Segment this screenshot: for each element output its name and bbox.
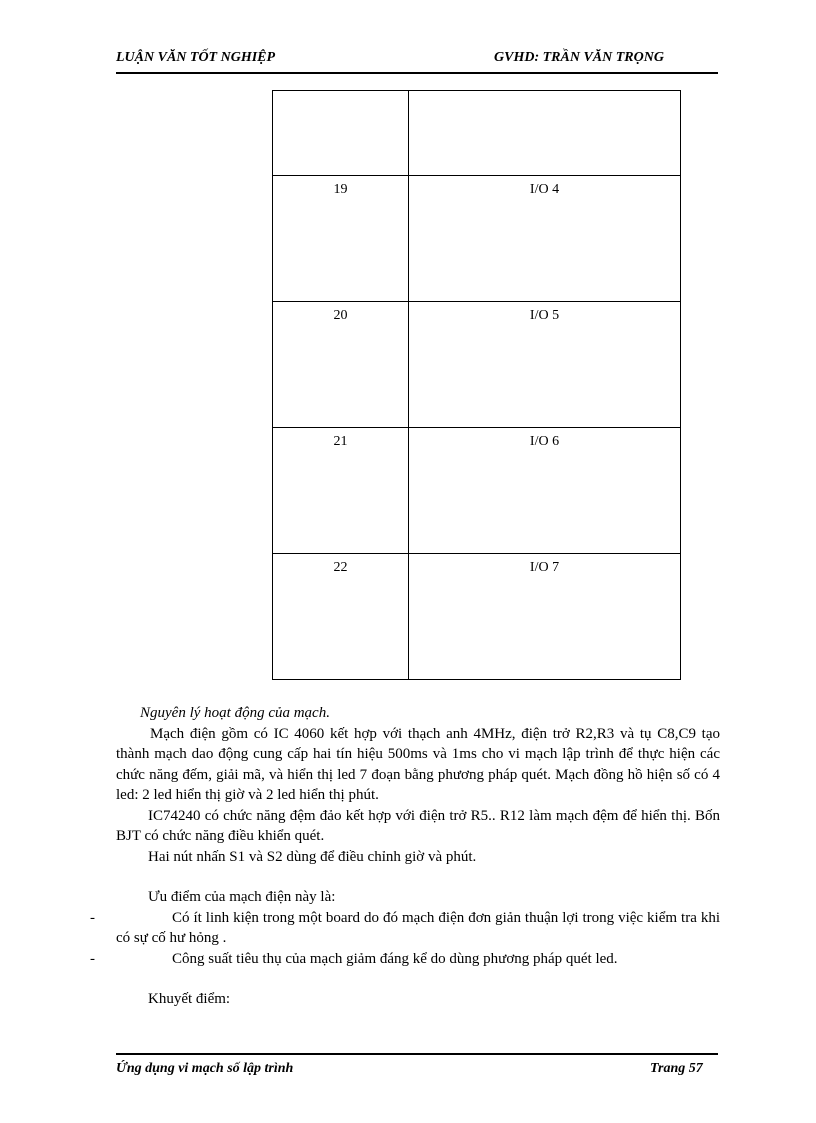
pin-name-cell: I/O 5 xyxy=(409,302,681,428)
pin-number-cell: 19 xyxy=(273,176,409,302)
bullet-dash: - xyxy=(90,909,95,926)
pin-number-cell: 21 xyxy=(273,428,409,554)
table-row xyxy=(273,428,681,554)
pin-number-cell: 22 xyxy=(273,554,409,680)
header-advisor: GVHD: TRẦN VĂN TRỌNG xyxy=(494,50,664,65)
advantages-title: Ưu điểm của mạch điện này là: xyxy=(148,889,336,905)
pin-table xyxy=(272,90,681,680)
table-row xyxy=(273,91,681,176)
section-title: Nguyên lý hoạt động của mạch. xyxy=(140,705,330,721)
footer-subject: Ứng dụng vi mạch số lập trình xyxy=(116,1061,294,1076)
paragraph-buttons-description: Hai nút nhấn S1 và S2 dùng để điều chỉnh giờ và phút. xyxy=(148,848,477,865)
pin-name-cell xyxy=(409,91,681,176)
pin-name-cell: I/O 6 xyxy=(409,428,681,554)
bullet-dash: - xyxy=(90,950,95,967)
header-thesis-title: LUẬN VĂN TỐT NGHIỆP xyxy=(116,50,276,65)
page-number: Trang 57 xyxy=(650,1061,703,1076)
pin-name-cell: I/O 7 xyxy=(409,554,681,680)
table-row xyxy=(273,554,681,680)
table-row xyxy=(273,302,681,428)
page-footer xyxy=(116,1053,718,1076)
body-text xyxy=(90,703,720,1010)
paragraph-buffer-description: IC74240 có chức năng đệm đảo kết hợp với điện trở R5.. R12 làm mạch đệm để hiển thị. Bốn BJT có chức năng điều khiển quét. xyxy=(116,807,720,844)
pin-name-cell: I/O 4 xyxy=(409,176,681,302)
bullet-text: Có ít linh kiện trong một board do đó mạch điện đơn giản thuận lợi trong việc kiểm tra khi có sự cố hư hỏng . xyxy=(116,909,720,946)
disadvantages-title: Khuyết điểm: xyxy=(148,991,231,1007)
list-item xyxy=(90,949,720,970)
page-header xyxy=(116,50,718,74)
pin-number-cell: 20 xyxy=(273,302,409,428)
table-row xyxy=(273,176,681,302)
list-item xyxy=(90,908,720,949)
paragraph-circuit-description: Mạch điện gồm có IC 4060 kết hợp với thạch anh 4MHz, điện trở R2,R3 và tụ C8,C9 tạo thành mạch dao động cung cấp hai tín hiệu 500ms và 1ms cho vi mạch lập trình để thực hiện các chức năng đếm, giải mã, và hiển thị led 7 đoạn bằng phương pháp quét. Mạch đồng hồ hiện số có 4 led: 2 led hiển thị giờ và 2 led hiển thị phút. xyxy=(116,725,720,803)
pin-number-cell xyxy=(273,91,409,176)
bullet-text: Công suất tiêu thụ của mạch giảm đáng kể do dùng phương pháp quét led. xyxy=(172,950,618,967)
